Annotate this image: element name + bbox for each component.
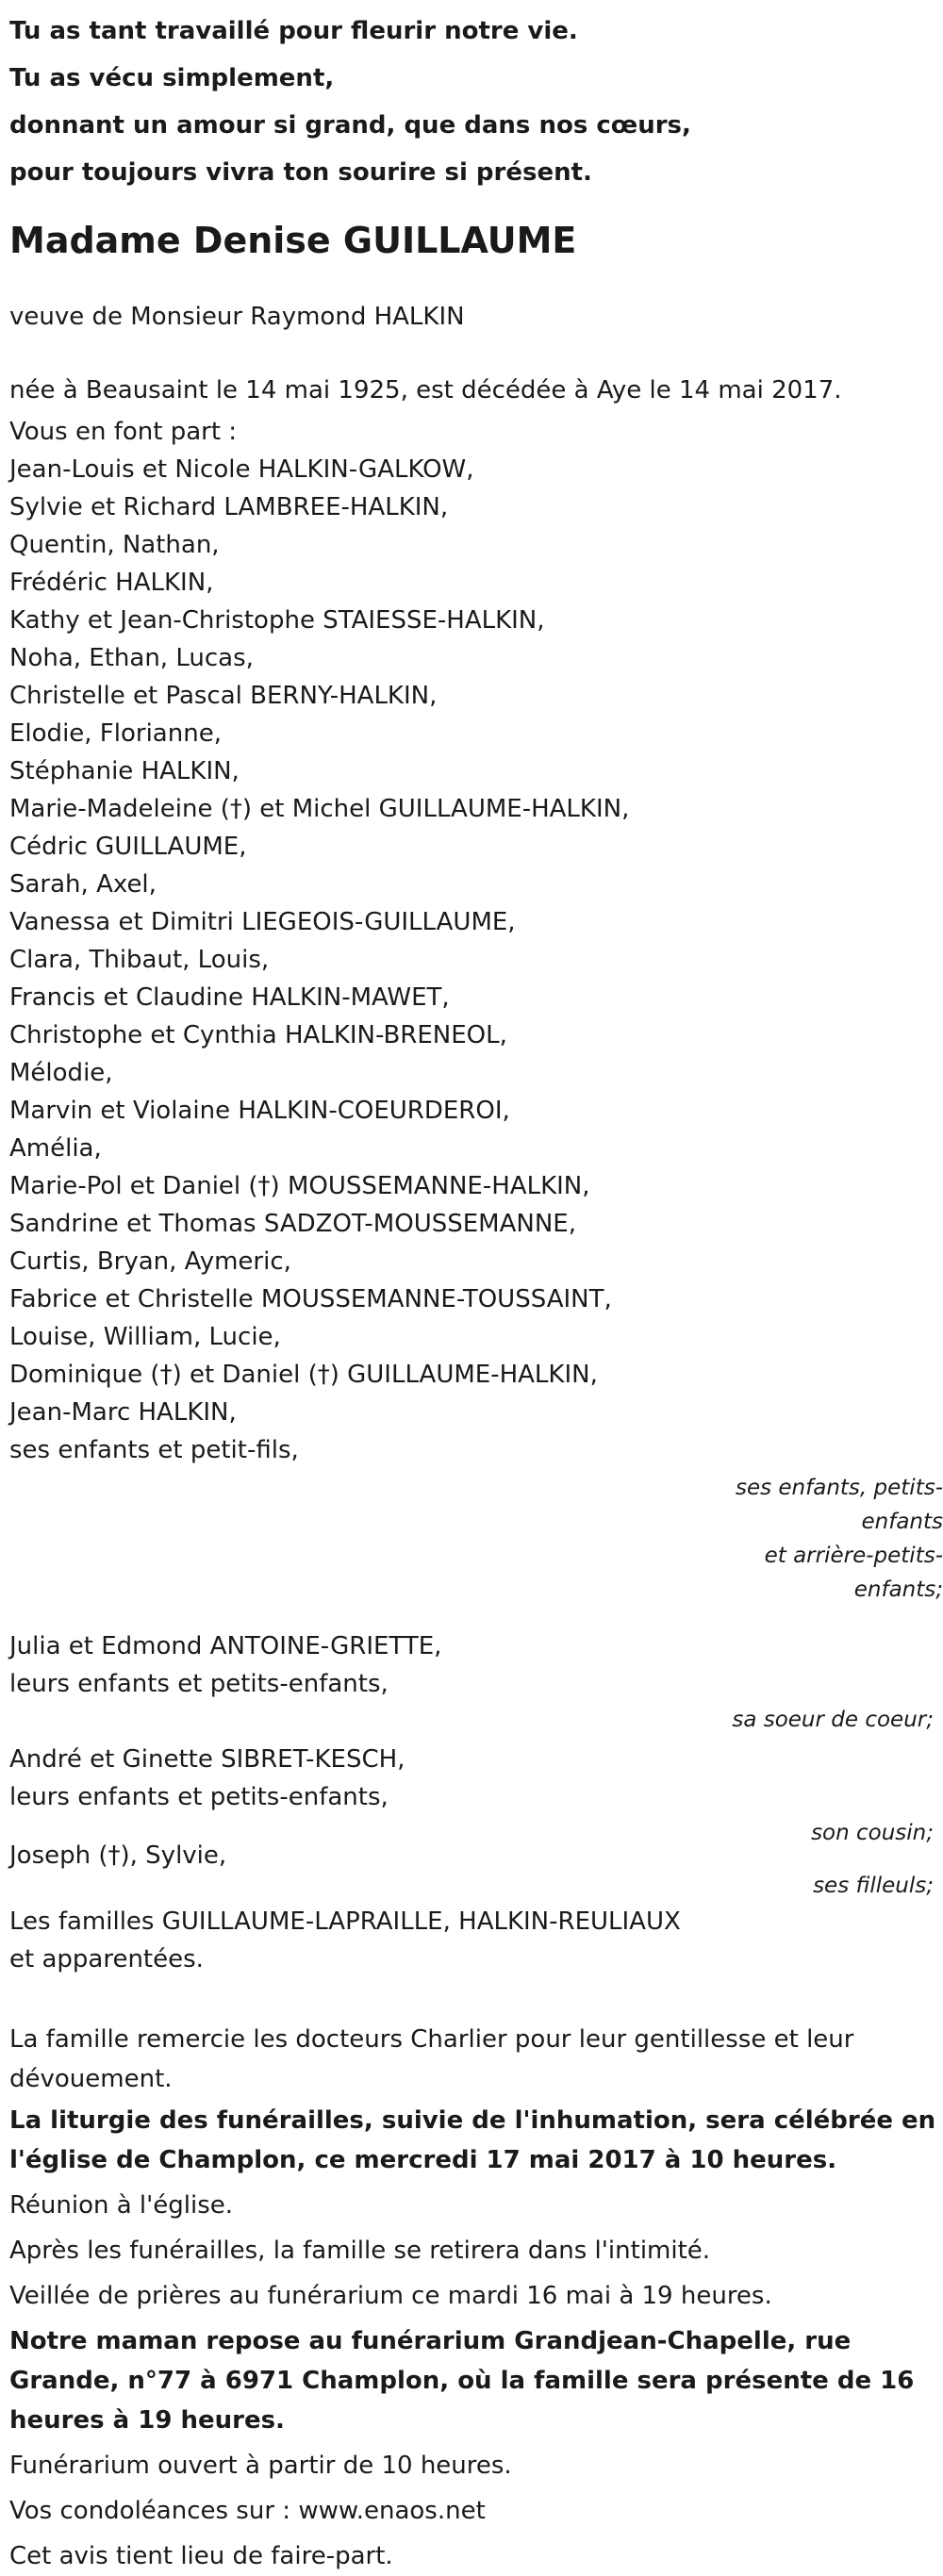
family-list [9, 451, 938, 1469]
opening-line: Funérarium ouvert à partir de 10 heures. [9, 2452, 512, 2480]
families-block [9, 1903, 938, 1978]
list-item: Francis et Claudine HALKIN-MAWET, [9, 983, 450, 1012]
birth-death-line: née à Beausaint le 14 mai 1925, est décédée à Aye le 14 mai 2017. [9, 376, 842, 405]
list-item: Jean-Marc HALKIN, [9, 1398, 237, 1427]
list-item: Marvin et Violaine HALKIN-COEURDEROI, [9, 1097, 510, 1125]
list-item: Christelle et Pascal BERNY-HALKIN, [9, 682, 438, 710]
list-item: Kathy et Jean-Christophe STAIESSE-HALKIN, [9, 606, 545, 635]
list-item: Marie-Madeleine (†) et Michel GUILLAUME-HALKIN, [9, 795, 630, 823]
group-sister [9, 1627, 938, 1737]
announcement-intro: Vous en font part : [9, 418, 238, 446]
deceased-name: Madame Denise GUILLAUME [9, 220, 577, 261]
poem-line: Tu as tant travaillé pour fleurir notre vie. [9, 17, 578, 45]
group-line: Julia et Edmond ANTOINE-GRIETTE, [9, 1632, 442, 1660]
families-line: et apparentées. [9, 1945, 204, 1973]
list-item: Christophe et Cynthia HALKIN-BRENEOL, [9, 1021, 507, 1049]
notice-line: Cet avis tient lieu de faire-part. [9, 2542, 393, 2570]
list-item: Amélia, [9, 1134, 102, 1163]
list-item: Stéphanie HALKIN, [9, 757, 240, 785]
poem [9, 8, 938, 196]
funerarium-paragraph: Notre maman repose au funérarium Grandjean-Chapelle, rue Grande, n°77 à 6971 Champlon, où la famille sera présente de 16 heures à 19 heures. [9, 2327, 915, 2435]
poem-line: Tu as vécu simplement, [9, 64, 335, 92]
relation-label: ses filleuls; [813, 1874, 934, 1898]
list-item: Marie-Pol et Daniel (†) MOUSSEMANNE-HALKIN, [9, 1172, 590, 1200]
list-item: Clara, Thibaut, Louis, [9, 946, 270, 974]
list-item: Fabrice et Christelle MOUSSEMANNE-TOUSSAINT, [9, 1285, 612, 1313]
list-item: Sarah, Axel, [9, 870, 157, 899]
group-line: leurs enfants et petits-enfants, [9, 1670, 389, 1698]
group-godchildren [9, 1837, 938, 1903]
liturgy-paragraph: La liturgie des funérailles, suivie de l'inhumation, sera célébrée en l'église de Champlon, ce mercredi 17 mai 2017 à 10 heures. [9, 2106, 936, 2174]
relation-label: sa soeur de coeur; [732, 1708, 934, 1732]
thanks-paragraph: La famille remercie les docteurs Charlier pour leur gentillesse et leur dévouement. [9, 2025, 854, 2093]
poem-line: pour toujours vivra ton sourire si présent. [9, 158, 592, 187]
group-line: leurs enfants et petits-enfants, [9, 1783, 389, 1811]
list-item: Jean-Louis et Nicole HALKIN-GALKOW, [9, 455, 474, 484]
families-line: Les familles GUILLAUME-LAPRAILLE, HALKIN-REULIAUX [9, 1907, 681, 1936]
list-item: Sylvie et Richard LAMBREE-HALKIN, [9, 493, 449, 521]
list-item: Mélodie, [9, 1059, 113, 1087]
relation-children [726, 1471, 943, 1607]
relation-label: et arrière-petits-enfants; [764, 1544, 943, 1602]
list-item: Dominique (†) et Daniel (†) GUILLAUME-HALKIN, [9, 1361, 598, 1389]
condolences-line: Vos condoléances sur : www.enaos.net [9, 2497, 486, 2525]
list-item: Frédéric HALKIN, [9, 569, 214, 597]
list-item: Vanessa et Dimitri LIEGEOIS-GUILLAUME, [9, 908, 516, 936]
relation-label: ses enfants, petits-enfants [735, 1476, 943, 1534]
list-item: Noha, Ethan, Lucas, [9, 644, 254, 672]
vigil-line: Veillée de prières au funérarium ce mardi 16 mai à 19 heures. [9, 2282, 772, 2310]
obituary-notice [9, 0, 943, 2576]
spouse-line: veuve de Monsieur Raymond HALKIN [9, 303, 465, 331]
meeting-line: Réunion à l'église. [9, 2191, 234, 2220]
list-item: ses enfants et petit-fils, [9, 1436, 299, 1464]
list-item: Quentin, Nathan, [9, 531, 220, 559]
group-cousin [9, 1741, 938, 1850]
relation-label: son cousin; [811, 1821, 934, 1845]
list-item: Louise, William, Lucie, [9, 1323, 281, 1351]
list-item: Cédric GUILLAUME, [9, 833, 247, 861]
list-item: Sandrine et Thomas SADZOT-MOUSSEMANNE, [9, 1210, 576, 1238]
list-item: Curtis, Bryan, Aymeric, [9, 1247, 291, 1276]
group-line: André et Ginette SIBRET-KESCH, [9, 1745, 405, 1774]
after-funeral-line: Après les funérailles, la famille se retirera dans l'intimité. [9, 2237, 711, 2265]
list-item: Elodie, Florianne, [9, 719, 222, 748]
poem-line: donnant un amour si grand, que dans nos cœurs, [9, 111, 691, 140]
group-line: Joseph (†), Sylvie, [9, 1841, 227, 1870]
